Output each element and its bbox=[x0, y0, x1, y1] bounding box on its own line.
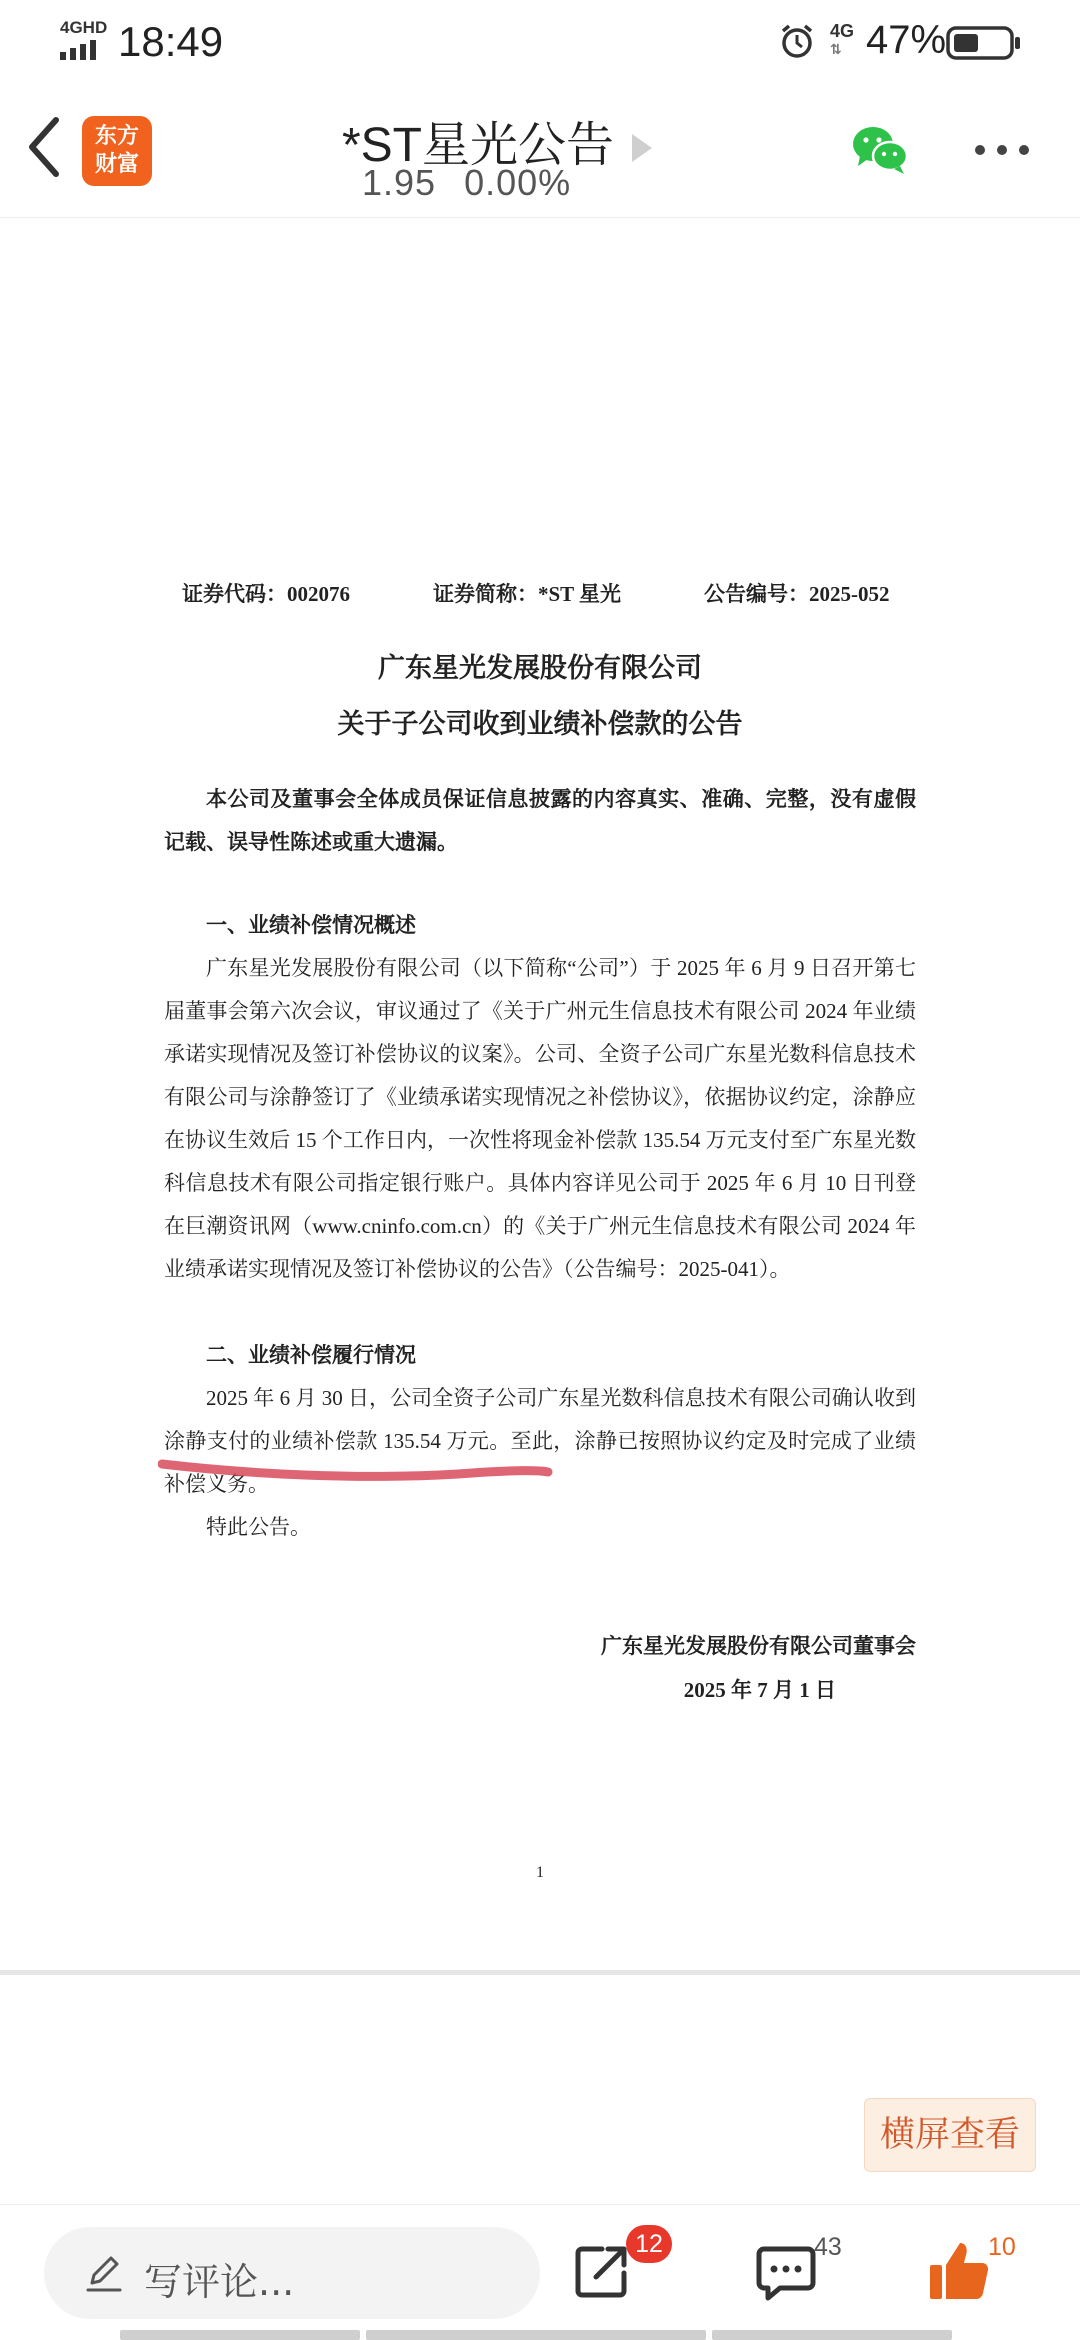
document-company: 广东星光发展股份有限公司 bbox=[378, 653, 702, 683]
section1-heading: 一、业绩补偿情况概述 bbox=[206, 913, 416, 937]
document-date: 2025 年 7 月 1 日 bbox=[683, 1678, 836, 1702]
page-title: *ST星光公告 bbox=[341, 119, 615, 172]
gesture-bar bbox=[120, 2330, 960, 2340]
logo-text-line1: 东方 bbox=[94, 124, 139, 149]
alarm-icon bbox=[778, 22, 816, 60]
nav-header bbox=[0, 84, 1080, 218]
handwritten-underline bbox=[158, 1450, 558, 1490]
document-disclaimer: 本公司及董事会全体成员保证信息披露的内容真实、准确、完整，没有虚假记载、误导性陈述或重大遗漏。 bbox=[164, 787, 916, 854]
share-badge: 12 bbox=[626, 2225, 672, 2263]
battery-icon bbox=[946, 26, 1022, 60]
likes-count: 10 bbox=[988, 2233, 1016, 2261]
data-network-indicator: 4G ⇅ bbox=[830, 21, 855, 57]
comment-input[interactable] bbox=[44, 2227, 540, 2319]
landscape-view-button[interactable]: 横屏查看 bbox=[864, 2098, 1036, 2172]
announcement-document[interactable] bbox=[0, 218, 1080, 1970]
pencil-icon bbox=[84, 2253, 124, 2293]
status-bar bbox=[0, 0, 1080, 84]
status-time: 18:49 bbox=[118, 18, 224, 65]
section1-body: 广东星光发展股份有限公司（以下简称“公司”）于 2025 年 6 月 9 日召开第七届董事会第六次会议，审议通过了《关于广州元生信息技术有限公司 2024 年业绩承诺实现情况及签订补偿协议的议案》。公司、全资子公司广东星光数科信息技术有限公司与涂静签订了《业绩承诺实现情况之补偿协议》，依据协议约定，涂静应在协议生效后 15 个工作日内，一次性将现金补偿款 135.54 万元支付至广东星光数科信息技术有限公司指定银行账户。具体内容详见公司于 2025 年 6 月 10 日刊登在巨潮资讯网（www.cninfo.com.cn）的《关于广州元生信息技术有限公司 2024 年业绩承诺实现情况及签订补偿协议的公告》（公告编号：2025-041）。 bbox=[164, 956, 916, 1281]
battery-percent: 47% bbox=[866, 18, 947, 62]
document-closing: 特此公告。 bbox=[206, 1515, 311, 1539]
signal-icon bbox=[58, 18, 108, 60]
page-divider bbox=[0, 1970, 1080, 1975]
app-logo bbox=[82, 116, 152, 186]
back-icon[interactable] bbox=[22, 114, 66, 180]
network-type: 4GHD bbox=[60, 18, 108, 37]
comments-count: 43 bbox=[814, 2233, 842, 2261]
comment-icon[interactable] bbox=[756, 2245, 816, 2301]
logo-text-line2: 财富 bbox=[94, 152, 139, 177]
stock-price: 1.95 bbox=[362, 162, 437, 203]
stock-change: 0.00% bbox=[464, 162, 572, 203]
comment-placeholder: 写评论... bbox=[144, 2260, 295, 2304]
announcement-number: 公告编号：2025-052 bbox=[704, 582, 890, 606]
document-signer: 广东星光发展股份有限公司董事会 bbox=[601, 1634, 916, 1658]
security-code: 证券代码：002076 bbox=[182, 582, 350, 606]
security-abbr: 证券简称：*ST 星光 bbox=[433, 582, 622, 606]
section2-heading: 二、业绩补偿履行情况 bbox=[206, 1343, 416, 1367]
stock-quote bbox=[362, 162, 599, 204]
document-title: 关于子公司收到业绩补偿款的公告 bbox=[337, 709, 743, 739]
share-icon[interactable] bbox=[572, 2241, 632, 2301]
play-icon bbox=[630, 132, 654, 164]
section2-body: 2025 年 6 月 30 日，公司全资子公司广东星光数科信息技术有限公司确认收到涂静支付的业绩补偿款 135.54 万元。至此，涂静已按照协议约定及时完成了业绩补偿义务。 bbox=[164, 1386, 916, 1496]
page-number: 1 bbox=[536, 1864, 544, 1881]
more-icon[interactable] bbox=[972, 138, 1032, 162]
wechat-icon[interactable] bbox=[850, 124, 910, 176]
thumbs-up-icon[interactable] bbox=[928, 2239, 992, 2303]
data-network-label: 4G bbox=[830, 21, 855, 41]
bottom-action-bar bbox=[0, 2204, 1080, 2340]
